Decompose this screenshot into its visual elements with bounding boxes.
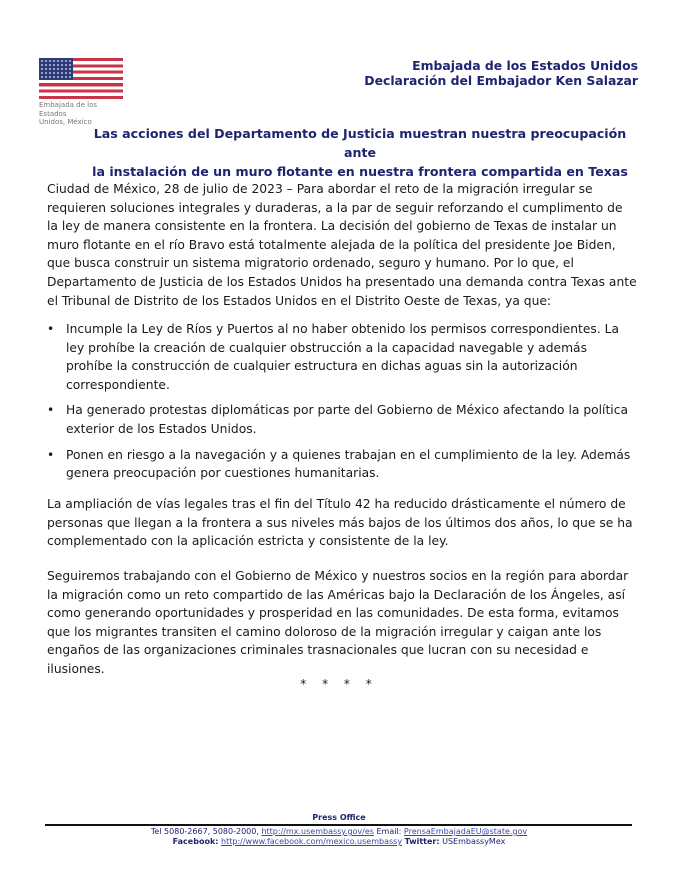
bullet-text: Ponen en riesgo a la navegación y a quienes trabajan en el cumplimiento de la ley. Además genera preocupación por cuestiones humanitarias.: [66, 447, 631, 481]
twitter-label: Twitter:: [404, 837, 440, 846]
logo-caption: [39, 101, 123, 127]
facebook-link[interactable]: http://www.facebook.com/mexico.usembassy: [221, 837, 403, 846]
footer-press-office: Press Office: [312, 813, 366, 822]
bullet-list: [47, 320, 637, 490]
bullet-item: [47, 446, 637, 483]
footer-social-line: [0, 837, 678, 847]
bullet-icon: •: [47, 403, 55, 418]
bullet-icon: •: [47, 322, 55, 336]
logo-caption-line2: Unidos, México: [39, 118, 92, 126]
logo-caption-line1: Embajada de los Estados: [39, 101, 98, 118]
footer-divider: [45, 824, 632, 826]
embassy-logo: [39, 58, 123, 127]
headline: [80, 124, 640, 181]
end-marks: * * * *: [300, 677, 378, 691]
intro-paragraph: Ciudad de México, 28 de julio de 2023 – Para abordar el reto de la migración irregular se requieren soluciones integrales y duraderas, a la par de seguir reforzando el cumplimento de la ley de manera consistente en la frontera. La decisión del gobierno de Texas de instalar un muro flotante en el río Bravo está totalmente alejada de la política del presidente Joe Biden, que busca construir un sistema migratorio ordenado, seguro y humano. Por lo que, el Departamento de Justicia de los Estados Unidos ha presentado una demanda contra Texas ante el Tribunal de Distrito de los Estados Unidos en el Distrito Oeste de Texas, ya que:: [47, 182, 637, 308]
twitter-handle: USEmbassyMex: [442, 837, 506, 846]
headline-line1: Las acciones del Departamento de Justicia muestran nuestra preocupación ante: [93, 126, 627, 160]
header-embassy-name: Embajada de los Estados Unidos: [412, 58, 638, 73]
bullet-text: Incumple la Ley de Ríos y Puertos al no haber obtenido los permisos correspondientes. La ley prohíbe la creación de cualquier obstrucción a la capacidad navegable y además prohíbe la construcción de cualquier estructura en dichas aguas sin la autorización correspondiente.: [66, 322, 620, 392]
bullet-item: [47, 320, 637, 394]
document-header: [364, 58, 638, 88]
website-link[interactable]: http://mx.usembassy.gov/es: [261, 827, 374, 836]
email-link[interactable]: PrensaEmbajadaEU@state.gov: [403, 827, 528, 836]
footer-contact-line: [0, 827, 678, 837]
bullet-text: Ha generado protestas diplomáticas por parte del Gobierno de México afectando la política exterior de los Estados Unidos.: [66, 403, 629, 436]
bullet-item: [47, 401, 637, 438]
facebook-label: Facebook:: [172, 837, 219, 846]
header-statement-title: Declaración del Embajador Ken Salazar: [364, 73, 638, 88]
us-flag-icon: [39, 58, 123, 99]
paragraph-cooperation: Seguiremos trabajando con el Gobierno de México y nuestros socios en la región para abordar la migración como un reto compartido de las Américas bajo la Declaración de los Ángeles, así como generando oportunidades y prosperidad en las comunidades. De esta forma, evitamos que los migrantes transiten el camino doloroso de la migración irregular y caigan ante los engaños de las organizaciones criminales trasnacionales que lucran con su necesidad e ilusiones.: [47, 569, 629, 676]
paragraph-title42: La ampliación de vías legales tras el fin del Título 42 ha reducido drásticamente el número de personas que llegan a la frontera a sus niveles más bajos de los últimos dos años, lo que se ha complementado con la aplicación estricta y consistente de la ley.: [47, 497, 633, 549]
footer-tel: Tel 5080-2667, 5080-2000,: [150, 827, 259, 836]
bullet-icon: •: [47, 447, 55, 462]
headline-line2: la instalación de un muro flotante en nuestra frontera compartida en Texas: [92, 164, 628, 179]
flag-canton: [39, 58, 73, 80]
email-label: Email:: [376, 827, 402, 836]
